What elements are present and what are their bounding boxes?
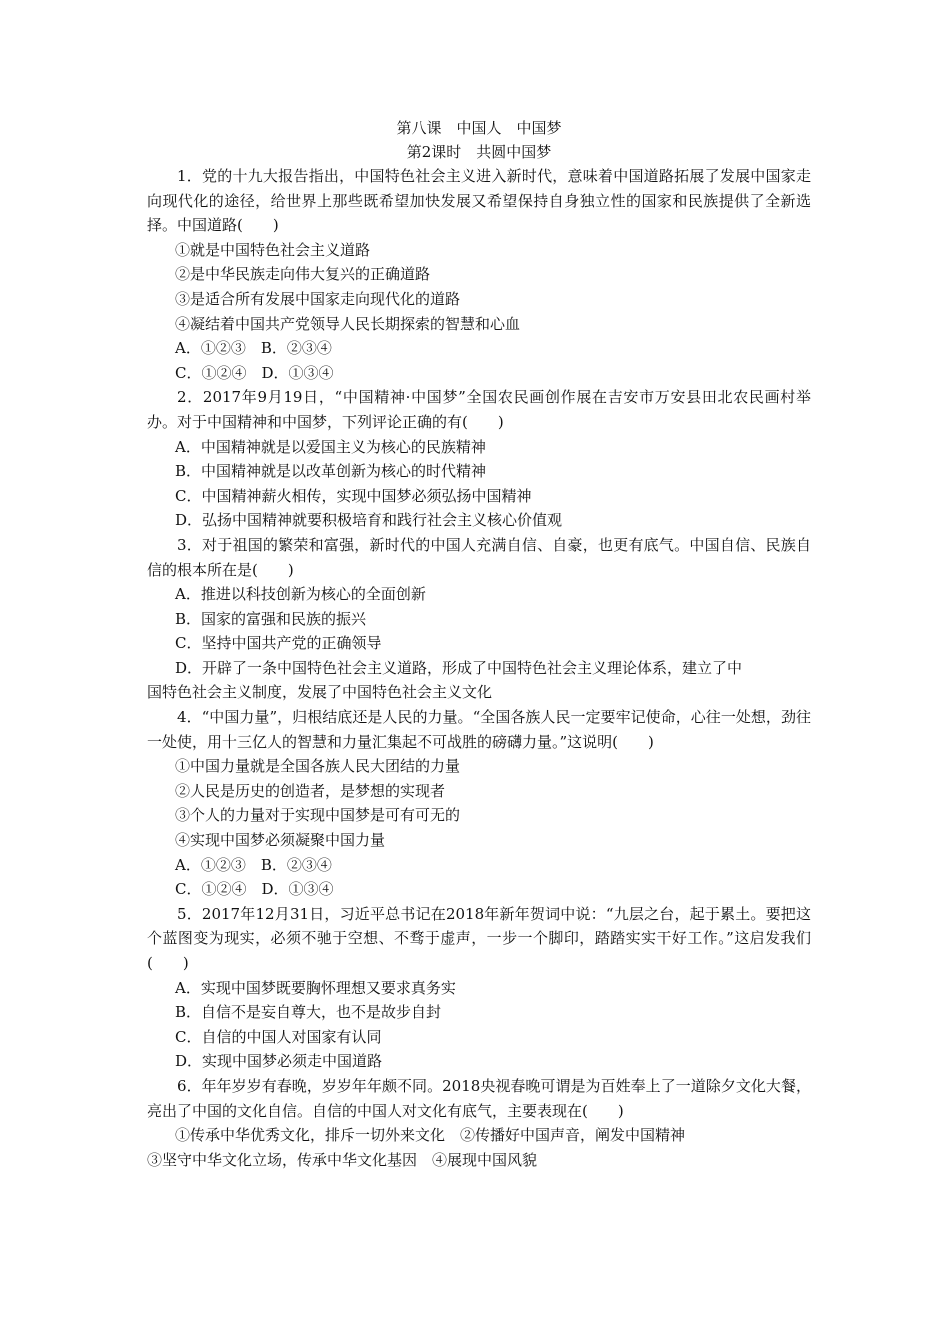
question-stem: 1．党的十九大报告指出，中国特色社会主义进入新时代，意味着中国道路拓展了发展中国家走向现代化的途径，给世界上那些既希望加快发展又希望保持自身独立性的国家和民族提供了全新选择。中国道路( ) — [147, 167, 811, 235]
answer-option: A．①②③ B．②③④ — [175, 339, 332, 358]
answer-option: D．弘扬中国精神就要积极培育和践行社会主义核心价值观 — [175, 511, 563, 530]
statement-item: ④实现中国梦必须凝聚中国力量 — [175, 831, 386, 850]
question-stem: 6．年年岁岁有春晚，岁岁年年颇不同。2018央视春晚可谓是为百姓奉上了一道除夕文化大餐，亮出了中国的文化自信。自信的中国人对文化有底气，主要表现在( ) — [147, 1076, 811, 1120]
answer-option: A．中国精神就是以爱国主义为核心的民族精神 — [175, 437, 486, 456]
answer-option: C．中国精神薪火相传，实现中国梦必须弘扬中国精神 — [175, 486, 532, 505]
answer-option: B．国家的富强和民族的振兴 — [175, 609, 367, 628]
statement-items-row: ①传承中华优秀文化，排斥一切外来文化 ②传播好中国声音，阐发中国精神 — [175, 1126, 686, 1145]
answer-option: A．推进以科技创新为核心的全面创新 — [175, 585, 426, 604]
lesson-subtitle: 第2课时 共圆中国梦 — [406, 143, 552, 161]
question-stem: 5．2017年12月31日，习近平总书记在2018年新年贺词中说：“九层之台，起于累土。要把这个蓝图变为现实，必须不驰于空想、不骛于虚声，一步一个脚印，踏踏实实干好工作。”这启发我们( ) — [147, 904, 811, 972]
question-6 — [147, 1074, 811, 1172]
statement-item: ①中国力量就是全国各族人民大团结的力量 — [175, 757, 461, 776]
question-1 — [147, 164, 811, 385]
statement-item: ①就是中国特色社会主义道路 — [175, 240, 371, 259]
question-3 — [147, 533, 811, 705]
answer-option: C．自信的中国人对国家有认同 — [175, 1027, 382, 1046]
statement-item: ②是中华民族走向伟大复兴的正确道路 — [175, 265, 431, 284]
answer-option-continued: 国特色社会主义制度，发展了中国特色社会主义文化 — [147, 683, 493, 702]
question-stem: 3．对于祖国的繁荣和富强，新时代的中国人充满自信、自豪，也更有底气。中国自信、民族自信的根本所在是( ) — [147, 535, 811, 579]
question-stem: 2．2017年9月19日，“中国精神·中国梦”全国农民画创作展在吉安市万安县田北农民画村举办。对于中国精神和中国梦，下列评论正确的有( ) — [147, 388, 811, 431]
answer-option: B．中国精神就是以改革创新为核心的时代精神 — [175, 462, 487, 481]
statement-items-row: ③坚守中华文化立场，传承中华文化基因 ④展现中国风貌 — [147, 1150, 538, 1169]
statement-item: ②人民是历史的创造者，是梦想的实现者 — [175, 781, 446, 800]
question-5 — [147, 902, 811, 1074]
answer-option: D．开辟了一条中国特色社会主义道路，形成了中国特色社会主义理论体系，建立了中 — [175, 658, 743, 677]
answer-option: A．实现中国梦既要胸怀理想又要求真务实 — [175, 978, 456, 997]
statement-item: ④凝结着中国共产党领导人民长期探索的智慧和心血 — [175, 314, 521, 333]
question-4 — [147, 705, 811, 902]
answer-option: D．实现中国梦必须走中国道路 — [175, 1052, 383, 1071]
question-stem: 4．“中国力量”，归根结底还是人民的力量。“全国各族人民一定要牢记使命，心往一处想，劲往一处使，用十三亿人的智慧和力量汇集起不可战胜的磅礴力量。”这说明( ) — [147, 708, 811, 751]
answer-option: A．①②③ B．②③④ — [175, 855, 332, 874]
lesson-title: 第八课 中国人 中国梦 — [396, 119, 562, 137]
question-2 — [147, 385, 811, 533]
statement-item: ③个人的力量对于实现中国梦是可有可无的 — [175, 806, 461, 825]
worksheet-page — [147, 116, 811, 1172]
statement-item: ③是适合所有发展中国家走向现代化的道路 — [175, 289, 461, 308]
answer-option: C．①②④ D．①③④ — [175, 880, 334, 899]
answer-option: B．自信不是妄自尊大，也不是故步自封 — [175, 1003, 442, 1022]
answer-option: C．①②④ D．①③④ — [175, 363, 334, 382]
answer-option: C．坚持中国共产党的正确领导 — [175, 634, 382, 653]
